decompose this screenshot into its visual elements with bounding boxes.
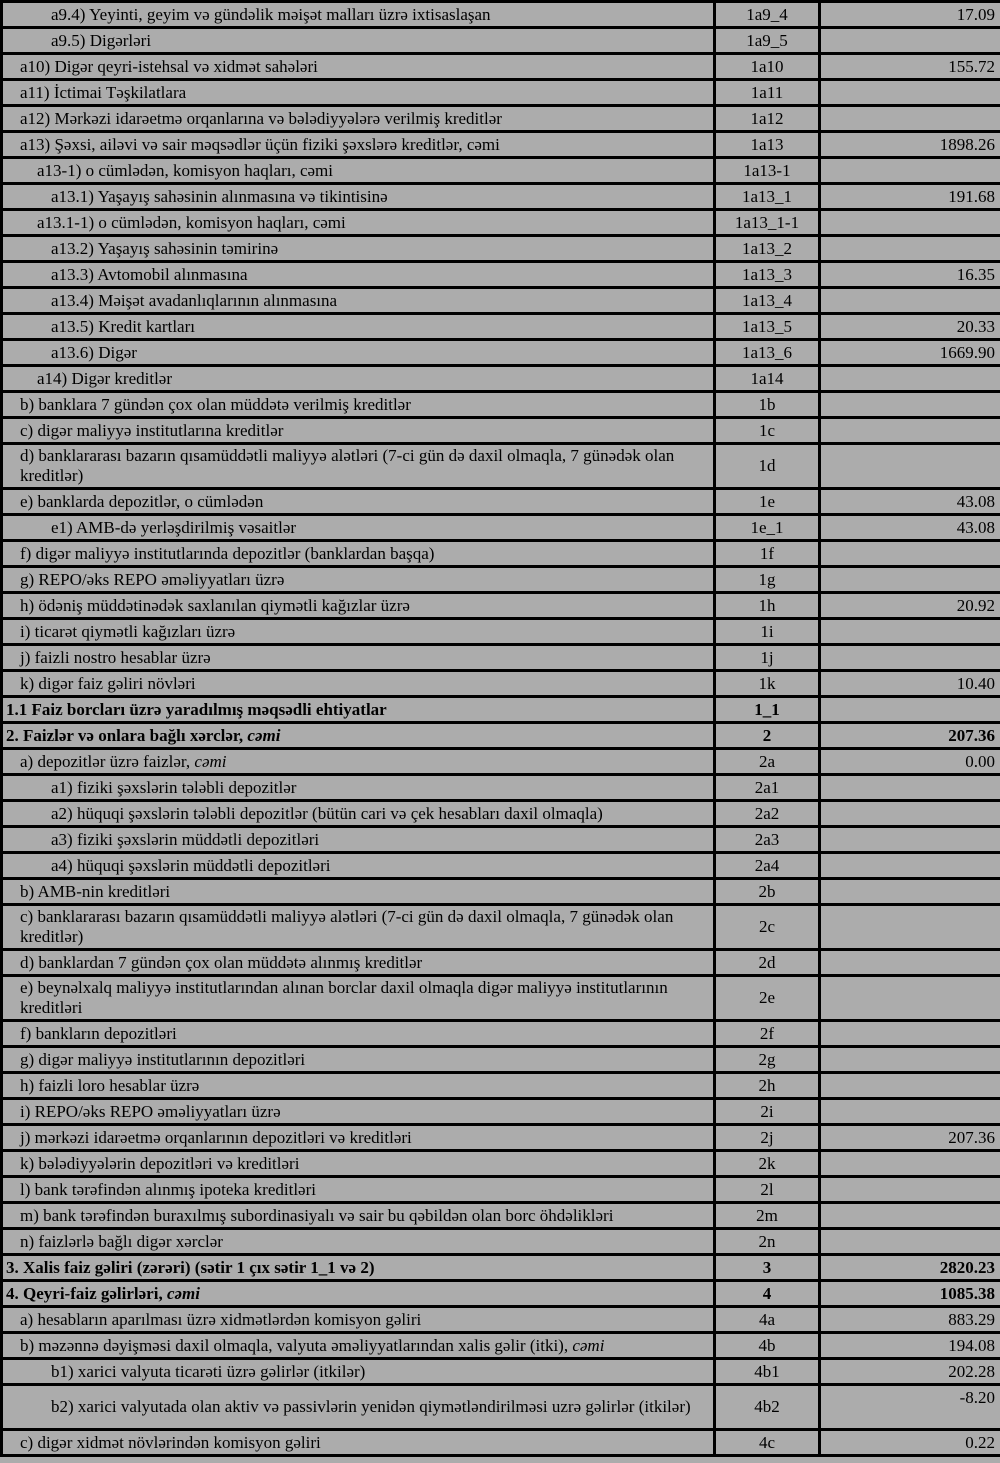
row-label [2, 1333, 715, 1359]
row-value [820, 905, 1000, 950]
row-value: 207.36 [820, 1125, 1000, 1151]
row-label-text: 3. Xalis faiz gəliri (zərəri) (sətir 1 çıx sətir 1_1 və 2) [6, 1257, 375, 1277]
row-code: 1c [715, 418, 820, 444]
row-label-text: b1) xarici valyuta ticarəti üzrə gəlirlər (itkilər) [51, 1361, 366, 1381]
row-code: 1a13_1-1 [715, 210, 820, 236]
row-label-text: i) REPO/əks REPO əməliyyatları üzrə [20, 1101, 281, 1121]
row-code: 2n [715, 1229, 820, 1255]
row-label-text: a2) hüquqi şəxslərin tələbli depozitlər (bütün cari və çek hesabları daxil olmaqla) [51, 803, 603, 823]
row-label-text: g) REPO/əks REPO əməliyyatları üzrə [20, 569, 285, 589]
row-label-text: k) bələdiyyələrin depozitləri və kreditləri [20, 1153, 300, 1173]
row-value [820, 444, 1000, 489]
row-value [820, 1229, 1000, 1255]
row-value: 20.33 [820, 314, 1000, 340]
row-value [820, 106, 1000, 132]
row-label-emphasis: cəmi [194, 751, 227, 771]
row-label [2, 801, 715, 827]
row-value: 16.35 [820, 262, 1000, 288]
table-row [2, 158, 1000, 184]
row-code: 2a4 [715, 853, 820, 879]
row-label [2, 444, 715, 489]
table-row [2, 567, 1000, 593]
row-code: 1b [715, 392, 820, 418]
row-label-text: k) digər faiz gəliri növləri [20, 673, 196, 693]
row-label-text: b2) xarici valyutada olan aktiv və passivlərin yenidən qiymətləndirilməsi uzrə gəlirlər (itkilər) [51, 1397, 691, 1416]
row-value: 207.36 [820, 723, 1000, 749]
row-label-text: n) faizlərlə bağlı digər xərclər [20, 1231, 223, 1251]
table-row [2, 976, 1000, 1021]
row-label-text: f) bankların depozitləri [20, 1023, 177, 1043]
row-label [2, 515, 715, 541]
row-value [820, 801, 1000, 827]
row-code: 1a13_2 [715, 236, 820, 262]
row-label-text: c) banklararası bazarın qısamüddətli maliyyə alətləri (7-ci gün də daxil olmaqla, 7 günədək olan kreditlər) [20, 907, 674, 946]
row-code: 2l [715, 1177, 820, 1203]
row-label [2, 853, 715, 879]
table-row [2, 1281, 1000, 1307]
table-row [2, 749, 1000, 775]
row-value [820, 28, 1000, 54]
row-label-text: m) bank tərəfindən buraxılmış subordinasiyalı və sair bu qəbildən olan borc öhdəlikləri [20, 1205, 614, 1225]
row-label [2, 541, 715, 567]
row-label [2, 775, 715, 801]
row-label [2, 314, 715, 340]
row-value [820, 1177, 1000, 1203]
table-row [2, 340, 1000, 366]
row-label [2, 827, 715, 853]
row-label [2, 619, 715, 645]
table-row [2, 801, 1000, 827]
table-row [2, 950, 1000, 976]
row-label [2, 1047, 715, 1073]
table-row [2, 879, 1000, 905]
row-value: 1669.90 [820, 340, 1000, 366]
row-label-text: d) banklardan 7 gündən çox olan müddətə alınmış kreditlər [20, 952, 423, 972]
row-label [2, 1255, 715, 1281]
row-value [820, 80, 1000, 106]
row-label-text: 1.1 Faiz borcları üzrə yaradılmış məqsədli ehtiyatlar [6, 699, 387, 719]
row-label-text: a10) Digər qeyri-istehsal və xidmət sahələri [20, 56, 318, 76]
row-code: 4b1 [715, 1359, 820, 1385]
row-code: 1e_1 [715, 515, 820, 541]
row-value: 17.09 [820, 2, 1000, 28]
row-value [820, 158, 1000, 184]
row-value [820, 976, 1000, 1021]
row-code: 1_1 [715, 697, 820, 723]
row-label-text: j) mərkəzi idarəetmə orqanlarının depozitləri və kreditləri [20, 1127, 412, 1147]
table-row [2, 1073, 1000, 1099]
table-row [2, 619, 1000, 645]
row-label [2, 671, 715, 697]
row-code: 1a9_5 [715, 28, 820, 54]
row-label [2, 593, 715, 619]
row-value [820, 697, 1000, 723]
row-label-text: e) banklarda depozitlər, o cümlədən [20, 491, 264, 511]
table-row [2, 775, 1000, 801]
table-row [2, 106, 1000, 132]
row-label [2, 645, 715, 671]
row-label [2, 567, 715, 593]
row-value [820, 619, 1000, 645]
row-code: 1a12 [715, 106, 820, 132]
row-value: 191.68 [820, 184, 1000, 210]
row-value [820, 827, 1000, 853]
table-row [2, 1333, 1000, 1359]
row-value [820, 210, 1000, 236]
row-code: 1f [715, 541, 820, 567]
table-row [2, 184, 1000, 210]
row-code: 2a3 [715, 827, 820, 853]
table-row [2, 515, 1000, 541]
row-value: 10.40 [820, 671, 1000, 697]
row-value: 1898.26 [820, 132, 1000, 158]
table-row [2, 1151, 1000, 1177]
row-label-text: a13) Şəxsi, ailəvi və sair məqsədlər üçün fiziki şəxslərə kreditlər, cəmi [20, 134, 500, 154]
row-code: 2a2 [715, 801, 820, 827]
row-value [820, 879, 1000, 905]
table-row [2, 236, 1000, 262]
row-code: 4 [715, 1281, 820, 1307]
row-label [2, 1229, 715, 1255]
table-row [2, 723, 1000, 749]
row-label [2, 262, 715, 288]
row-label [2, 1125, 715, 1151]
row-label-text: a12) Mərkəzi idarəetmə orqanlarına və bələdiyyələrə verilmiş kreditlər [20, 108, 502, 128]
table-row [2, 1047, 1000, 1073]
row-value [820, 567, 1000, 593]
row-code: 1a11 [715, 80, 820, 106]
row-value [820, 950, 1000, 976]
row-label-text: b) AMB-nin kreditləri [20, 881, 171, 901]
row-code: 1a13_4 [715, 288, 820, 314]
row-code: 1a14 [715, 366, 820, 392]
row-label [2, 184, 715, 210]
row-label-text: h) faizli loro hesablar üzrə [20, 1075, 200, 1095]
row-code: 2k [715, 1151, 820, 1177]
row-label [2, 976, 715, 1021]
row-value: 43.08 [820, 489, 1000, 515]
row-code: 1a13_1 [715, 184, 820, 210]
table-row [2, 1307, 1000, 1333]
row-label [2, 1203, 715, 1229]
row-label [2, 697, 715, 723]
row-value [820, 288, 1000, 314]
row-label [2, 749, 715, 775]
row-value [820, 236, 1000, 262]
row-label-text: a9.5) Digərləri [51, 30, 152, 50]
row-label-text: a4) hüquqi şəxslərin müddətli depozitləri [51, 855, 331, 875]
row-label-text: a3) fiziki şəxslərin müddətli depozitləri [51, 829, 320, 849]
row-code: 2e [715, 976, 820, 1021]
row-label [2, 106, 715, 132]
row-label [2, 158, 715, 184]
row-label-text: a11) İctimai Təşkilatlara [20, 82, 187, 102]
row-label [2, 489, 715, 515]
table-row [2, 827, 1000, 853]
table-row [2, 444, 1000, 489]
row-value [820, 1047, 1000, 1073]
row-label [2, 1021, 715, 1047]
row-code: 1a13_6 [715, 340, 820, 366]
row-label [2, 392, 715, 418]
row-code: 2g [715, 1047, 820, 1073]
row-label-emphasis: cəmi [572, 1335, 605, 1355]
row-code: 1a13-1 [715, 158, 820, 184]
row-value [820, 645, 1000, 671]
row-value [820, 775, 1000, 801]
table-row [2, 1255, 1000, 1281]
table-row [2, 210, 1000, 236]
row-label [2, 28, 715, 54]
row-code: 2a [715, 749, 820, 775]
row-value [820, 1021, 1000, 1047]
row-code: 1h [715, 593, 820, 619]
row-label [2, 905, 715, 950]
row-label [2, 879, 715, 905]
row-label-text: a13.2) Yaşayış sahəsinin təmirinə [51, 238, 279, 258]
row-code: 4a [715, 1307, 820, 1333]
row-code: 1j [715, 645, 820, 671]
row-label [2, 1177, 715, 1203]
row-label-text: j) faizli nostro hesablar üzrə [20, 647, 211, 667]
table-row [2, 54, 1000, 80]
row-value: 194.08 [820, 1333, 1000, 1359]
row-label-text: g) digər maliyyə institutlarının depozitləri [20, 1049, 306, 1069]
table-row [2, 645, 1000, 671]
row-label [2, 80, 715, 106]
table-row [2, 366, 1000, 392]
table-row [2, 132, 1000, 158]
row-code: 4c [715, 1430, 820, 1456]
row-value: 155.72 [820, 54, 1000, 80]
table-row [2, 262, 1000, 288]
row-label [2, 1307, 715, 1333]
table-row [2, 541, 1000, 567]
row-value: 2820.23 [820, 1255, 1000, 1281]
table-row [2, 28, 1000, 54]
row-label-text: d) banklararası bazarın qısamüddətli maliyyə alətləri (7-ci gün də daxil olmaqla, 7 günədək olan kreditlər) [20, 446, 675, 485]
row-value: 202.28 [820, 1359, 1000, 1385]
row-label [2, 418, 715, 444]
row-code: 1e [715, 489, 820, 515]
row-code: 2i [715, 1099, 820, 1125]
row-label [2, 723, 715, 749]
row-value: 1085.38 [820, 1281, 1000, 1307]
table-row [2, 905, 1000, 950]
row-label [2, 132, 715, 158]
row-label [2, 340, 715, 366]
row-value: 0.22 [820, 1430, 1000, 1456]
table-row [2, 853, 1000, 879]
table-row [2, 1359, 1000, 1385]
row-label-text: a) depozitlər üzrə faizlər, [20, 751, 195, 771]
table-row [2, 1125, 1000, 1151]
row-value [820, 1099, 1000, 1125]
row-label-text: a13.1-1) o cümlədən, komisyon haqları, cəmi [37, 212, 346, 232]
table-row [2, 1385, 1000, 1430]
row-label-text: e) beynəlxalq maliyyə institutlarından alınan borclar daxil olmaqla digər maliyyə institutlarının kreditləri [20, 978, 668, 1017]
row-value [820, 1203, 1000, 1229]
table-row [2, 314, 1000, 340]
row-code: 2h [715, 1073, 820, 1099]
row-label [2, 1073, 715, 1099]
row-label-text: c) digər xidmət növlərindən komisyon gəliri [20, 1432, 321, 1452]
row-label [2, 1430, 715, 1456]
row-label [2, 1151, 715, 1177]
row-value: -8.20 [820, 1385, 1000, 1430]
row-code: 1a13_5 [715, 314, 820, 340]
row-code: 2b [715, 879, 820, 905]
table-row [2, 697, 1000, 723]
table-row [2, 593, 1000, 619]
row-value: 0.00 [820, 749, 1000, 775]
row-value [820, 392, 1000, 418]
table-row [2, 671, 1000, 697]
row-label-text: a) hesabların aparılması üzrə xidmətlərdən komisyon gəliri [20, 1309, 422, 1329]
row-label [2, 950, 715, 976]
row-code: 2c [715, 905, 820, 950]
row-label-text: a13.3) Avtomobil alınmasına [51, 264, 248, 284]
row-code: 2 [715, 723, 820, 749]
row-label [2, 2, 715, 28]
row-label-text: b) banklara 7 gündən çox olan müddətə verilmiş kreditlər [20, 394, 411, 414]
row-label-text: 2. Faizlər və onlara bağlı xərclər, [6, 725, 248, 745]
row-code: 2j [715, 1125, 820, 1151]
row-value [820, 853, 1000, 879]
table-body [2, 2, 1000, 1456]
row-code: 1k [715, 671, 820, 697]
row-label [2, 236, 715, 262]
row-label-text: a13.1) Yaşayış sahəsinin alınmasına və tikintisinə [51, 186, 388, 206]
table-row [2, 418, 1000, 444]
table-row [2, 80, 1000, 106]
row-value [820, 541, 1000, 567]
row-code: 4b [715, 1333, 820, 1359]
row-code: 2d [715, 950, 820, 976]
row-label-text: a13.6) Digər [51, 342, 137, 362]
table-row [2, 2, 1000, 28]
row-label-text: 4. Qeyri-faiz gəlirləri, [6, 1283, 167, 1303]
row-label [2, 1281, 715, 1307]
row-code: 2a1 [715, 775, 820, 801]
row-label-text: a13-1) o cümlədən, komisyon haqları, cəmi [37, 160, 333, 180]
row-label-text: l) bank tərəfindən alınmış ipoteka kreditləri [20, 1179, 316, 1199]
row-value: 20.92 [820, 593, 1000, 619]
row-value: 883.29 [820, 1307, 1000, 1333]
row-code: 1a10 [715, 54, 820, 80]
row-code: 3 [715, 1255, 820, 1281]
row-label-text: a13.4) Məişət avadanlıqlarının alınmasına [51, 290, 338, 310]
row-value: 43.08 [820, 515, 1000, 541]
row-label [2, 210, 715, 236]
row-value [820, 1151, 1000, 1177]
table-row [2, 1203, 1000, 1229]
row-label [2, 288, 715, 314]
table-row [2, 489, 1000, 515]
row-label-text: f) digər maliyyə institutlarında depozitlər (banklardan başqa) [20, 543, 435, 563]
row-value [820, 1073, 1000, 1099]
row-value [820, 366, 1000, 392]
row-label-text: a9.4) Yeyinti, geyim və gündəlik məişət malları üzrə ixtisaslaşan [51, 4, 491, 24]
row-label-text: a14) Digər kreditlər [37, 368, 172, 388]
row-code: 1g [715, 567, 820, 593]
row-code: 1a13 [715, 132, 820, 158]
table-row [2, 288, 1000, 314]
row-label-text: e1) AMB-də yerləşdirilmiş vəsaitlər [51, 517, 297, 537]
table-row [2, 1177, 1000, 1203]
row-label-text: b) məzənnə dəyişməsi daxil olmaqla, valyuta əməliyyatlarından xalis gəlir (itki), [20, 1335, 573, 1355]
row-code: 1d [715, 444, 820, 489]
row-code: 1a13_3 [715, 262, 820, 288]
table-row [2, 1099, 1000, 1125]
row-code: 4b2 [715, 1385, 820, 1430]
row-label-emphasis: cəmi [247, 725, 281, 745]
table-row [2, 1021, 1000, 1047]
row-label-text: c) digər maliyyə institutlarına kreditlər [20, 420, 284, 440]
row-label-text: a1) fiziki şəxslərin tələbli depozitlər [51, 777, 297, 797]
row-label [2, 1359, 715, 1385]
row-label-text: h) ödəniş müddətinədək saxlanılan qiymətli kağızlar üzrə [20, 595, 410, 615]
table-row [2, 392, 1000, 418]
row-code: 2m [715, 1203, 820, 1229]
row-code: 2f [715, 1021, 820, 1047]
row-label [2, 1385, 715, 1430]
row-label [2, 366, 715, 392]
row-label-emphasis: cəmi [166, 1283, 200, 1303]
row-code: 1i [715, 619, 820, 645]
row-label-text: a13.5) Kredit kartları [51, 316, 195, 336]
table-row [2, 1229, 1000, 1255]
row-label-text: i) ticarət qiymətli kağızları üzrə [20, 621, 236, 641]
row-value [820, 418, 1000, 444]
row-code: 1a9_4 [715, 2, 820, 28]
row-label [2, 54, 715, 80]
row-label [2, 1099, 715, 1125]
table-row [2, 1430, 1000, 1456]
